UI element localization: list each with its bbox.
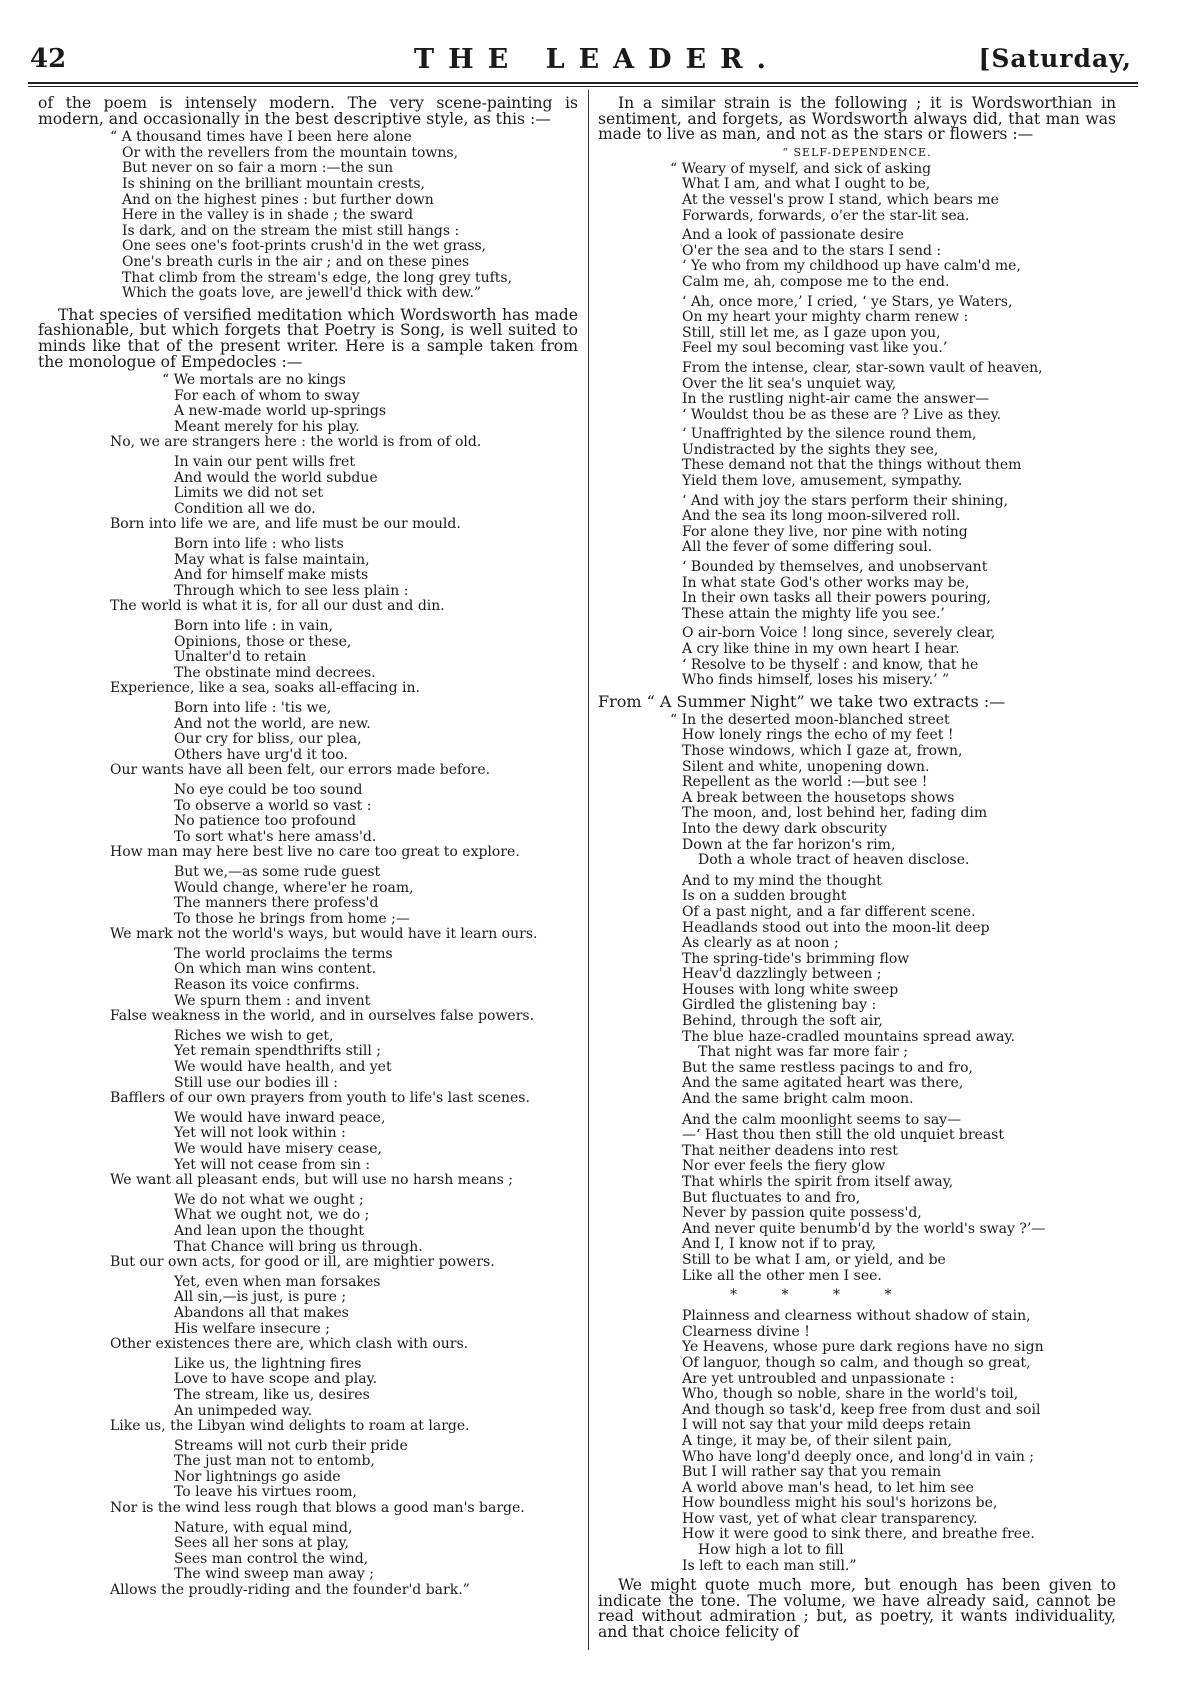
poem-heading: “ SELF-DEPENDENCE. [782, 145, 932, 159]
poem-line: And to my mind the thought [682, 872, 882, 889]
poem-line: Is dark, and on the stream the mist still hangs : [122, 222, 460, 239]
poem-line: Nor ever feels the fiery glow [682, 1158, 886, 1175]
poem-line: Undistracted by the sights they see, [682, 441, 939, 458]
poem-line: But our own acts, for good or ill, are mightier powers. [110, 1254, 495, 1271]
stanza [38, 701, 578, 779]
poem-line: The obstinate mind decrees. [174, 664, 376, 681]
poem-line: Doth a whole tract of heaven disclose. [698, 852, 970, 869]
poem-line: In the rustling night-air came the answer— [682, 391, 990, 408]
poem-line: Yield them love, amusement, sympathy. [682, 473, 963, 490]
empedocles-intro-paragraph: That species of versified meditation which Wordsworth has made fashionable, but which forgets that Poetry is Song, is well suited to minds like that of the present writer. Here is a sample taken from the monologue of Empedocles :— [38, 305, 578, 371]
poem-line: Through which to see less plain : [174, 582, 409, 599]
poem-line: How it were good to sink there, and breathe free. [682, 1526, 1035, 1543]
poem-line: Behind, through the soft air, [682, 1013, 883, 1030]
stanza [38, 1521, 578, 1599]
poem-line: Riches we wish to get, [174, 1027, 334, 1044]
poem-line: Of a past night, and a far different scene. [682, 903, 976, 920]
self-dependence-intro: In a similar strain is the following ; it is Wordsworthian in sentiment, and forgets, as Wordsworth always did, that man was made to live as man, and not as the stars or flowers :— [598, 94, 1116, 144]
poem-line: The just man not to entomb, [174, 1453, 375, 1470]
poem-line: Is shining on the brilliant mountain crests, [122, 175, 425, 192]
poem-line: Who, though so noble, share in the world's toil, [682, 1386, 1019, 1403]
poem-line: His welfare insecure ; [174, 1320, 330, 1337]
poem-line: That whirls the spirit from itself away, [682, 1174, 954, 1190]
poem-line: Repellent as the world :—but see ! [682, 774, 928, 791]
stanza [38, 1275, 578, 1353]
issue-day: [Saturday, [978, 44, 1132, 73]
poem-line: A cry like thine in my own heart I hear. [682, 641, 960, 657]
poem-line: On which man wins content. [174, 961, 377, 978]
stanza [670, 162, 1116, 224]
stanza [38, 537, 578, 615]
poem-line: But the same restless pacings to and fro, [682, 1059, 973, 1076]
poem-line: A tinge, it may be, of their silent pain, [682, 1432, 952, 1449]
poem-self-dependence [598, 162, 1116, 689]
poem-line: Born into life : in vain, [174, 618, 334, 634]
poem-line: Still use our bodies ill : [174, 1074, 338, 1091]
poem-line: Are yet untroubled and unpassionate : [682, 1370, 955, 1387]
poem-line: The manners there profess'd [174, 895, 379, 912]
poem-line: The moon, and, lost behind her, fading dim [682, 805, 988, 822]
poem-line: To observe a world so vast : [174, 797, 372, 814]
poem-line: We would have misery cease, [174, 1141, 382, 1157]
poem-line: Nor is the wind less rough that blows a good man's barge. [110, 1500, 525, 1517]
poem-line: These demand not that the things without them [682, 457, 1022, 474]
poem-line: But never on so fair a morn :—the sun [122, 160, 394, 177]
section-break-stars: * * * * [730, 1287, 892, 1304]
poem-line: The world proclaims the terms [174, 945, 393, 962]
poem-line: We would have health, and yet [174, 1059, 392, 1076]
poem-line: A world above man's head, to let him see [682, 1479, 974, 1496]
summer-night-intro: From “ A Summer Night” we take two extracts :— [598, 691, 1006, 711]
poem-line: No patience too profound [174, 813, 357, 830]
header-rule-thin [28, 86, 1138, 87]
poem-line: Never by passion quite possess'd, [682, 1205, 922, 1222]
poem-line: And I, I know not if to pray, [682, 1236, 876, 1253]
stanza [670, 295, 1116, 357]
poem-line: Unalter'd to retain [174, 649, 307, 666]
poem-line: Other existences there are, which clash with ours. [110, 1336, 469, 1353]
poem-line: Who have long'd deeply once, and long'd in vain ; [682, 1448, 1035, 1465]
poem-line: Like us, the Libyan wind delights to roam at large. [110, 1418, 470, 1435]
poem-line: Others have urg'd it too. [174, 746, 348, 763]
intro-paragraph: of the poem is intensely modern. The very scene-painting is modern, and occasionally in the best descriptive style, as this :— [38, 94, 578, 128]
poem-line: Is left to each man still.” [682, 1557, 857, 1574]
poem-line: “ A thousand times have I been here alone [110, 129, 412, 146]
poem-line: No eye could be too sound [174, 781, 363, 798]
poem-line: And though so task'd, keep free from dust and soil [682, 1401, 1041, 1418]
poem-line: ‘ Resolve to be thyself : and know, that he [682, 656, 979, 673]
stanza [670, 626, 1116, 688]
poem-line: Headlands stood out into the moon-lit deep [682, 919, 990, 936]
poem-line: How man may here best live no care too great to explore. [110, 844, 520, 861]
poem-line: In vain our pent wills fret [174, 454, 355, 471]
poem-line: To those he brings from home ;— [174, 910, 410, 927]
poem-line: Condition all we do. [174, 500, 316, 517]
poem-line: ‘ Bounded by themselves, and unobservant [682, 559, 988, 576]
column-divider [588, 90, 589, 1650]
poem-line: One sees one's foot-prints crush'd in the wet grass, [122, 238, 487, 255]
poem-line: And the same bright calm moon. [682, 1091, 914, 1108]
poem-line: Yet remain spendthrifts still ; [174, 1043, 382, 1060]
poem-line: Forwards, forwards, o'er the star-lit sea. [682, 207, 970, 224]
poem-line: Into the dewy dark obscurity [682, 820, 888, 837]
closing-paragraph: We might quote much more, but enough has been given to indicate the tone. The volume, we have already said, cannot be read without admiration ; but, as poetry, it wants individuality, and that choice felicity of [598, 1576, 1116, 1642]
poem-line: And on the highest pines : but further down [122, 191, 434, 208]
stanza [670, 228, 1116, 290]
poem-line: The world is what it is, for all our dust and din. [110, 598, 445, 615]
poem-line: An unimpeded way. [174, 1402, 313, 1419]
poem-line: How lonely rings the echo of my feet ! [682, 727, 954, 744]
stanza [38, 947, 578, 1025]
page-number: 42 [30, 44, 67, 74]
poem-line: At the vessel's prow I stand, which bears me [682, 191, 999, 208]
poem-line: We would have inward peace, [174, 1109, 386, 1126]
poem-line: How high a lot to fill [698, 1542, 844, 1559]
poem-line: Opinions, those or these, [174, 633, 352, 650]
poem-line: And never quite benumb'd by the world's sway ?’— [682, 1220, 1046, 1237]
poem-line: Bafflers of our own prayers from youth to life's last scenes. [110, 1090, 530, 1107]
poem-line: I will not say that your mild deeps retain [682, 1417, 972, 1434]
poem-line: And would the world subdue [174, 469, 378, 486]
poem-line: Born into life : who lists [174, 536, 344, 553]
poem-line: “ Weary of myself, and sick of asking [670, 160, 932, 177]
poem-line: ‘ Ye who from my childhood up have calm'd me, [682, 258, 1021, 275]
poem-line: That Chance will bring us through. [174, 1238, 423, 1255]
poem-line: One's breath curls in the air ; and on these pines [122, 253, 470, 270]
poem-line: “ In the deserted moon-blanched street [670, 711, 950, 728]
stanza [670, 361, 1116, 423]
poem-line: A break between the housetops shows [682, 789, 955, 806]
stanza [38, 619, 578, 697]
poem-line: All the fever of some differing soul. [682, 539, 933, 556]
stanza [38, 1357, 578, 1435]
poem-line: To leave his virtues room, [174, 1484, 357, 1501]
poem-line: How boundless might his soul's horizons be, [682, 1495, 998, 1512]
right-column [598, 96, 1116, 1644]
poem-line: “ We mortals are no kings [162, 372, 346, 389]
poem-line: How vast, yet of what clear transparency. [682, 1510, 978, 1527]
poem-line: Yet will not cease from sin : [174, 1156, 371, 1173]
poem-line: Who finds himself, loses his misery.’ ” [682, 672, 950, 689]
poem-line: Our wants have all been felt, our errors made before. [110, 762, 491, 779]
poem-line: In what state God's other works may be, [682, 574, 970, 591]
poem-line: Nor lightnings go aside [174, 1468, 341, 1485]
poem-line: Allows the proudly-riding and the founder'd bark.” [110, 1582, 470, 1599]
poem-line: From the intense, clear, star-sown vault of heaven, [682, 359, 1043, 376]
poem-line: All sin,—is just, is pure ; [174, 1289, 347, 1306]
poem-line: That climb from the stream's edge, the long grey tufts, [122, 269, 513, 286]
page-header [0, 0, 1194, 90]
header-rule [28, 82, 1138, 84]
poem-line: Like all the other men I see. [682, 1267, 882, 1284]
stanza [38, 865, 578, 943]
poem-line: Ye Heavens, whose pure dark regions have no sign [682, 1339, 1044, 1356]
poem-line: Born into life : 'tis we, [174, 699, 332, 716]
stanza [38, 1439, 578, 1517]
poem-line: Our cry for bliss, our plea, [174, 731, 362, 748]
poem-line: Is on a sudden brought [682, 888, 847, 905]
stanza [38, 1193, 578, 1271]
stanza [38, 373, 578, 451]
stanza [38, 783, 578, 861]
stanza [38, 1111, 578, 1189]
poem-line: Meant merely for his play. [174, 418, 360, 435]
poem-line: The spring-tide's brimming flow [682, 950, 910, 967]
poem-line: O'er the sea and to the stars I send : [682, 242, 942, 259]
poem-line: Yet, even when man forsakes [174, 1273, 381, 1290]
poem-line: Still, still let me, as I gaze upon you, [682, 324, 941, 341]
poem-line: Still to be what I am, or yield, and be [682, 1251, 946, 1268]
poem-line: ‘ And with joy the stars perform their shining, [682, 492, 1009, 509]
poem-line: Yet will not look within : [174, 1125, 346, 1142]
poem-line: But fluctuates to and fro, [682, 1189, 861, 1206]
poem-line: And the same agitated heart was there, [682, 1075, 964, 1092]
poem-line: ‘ Unaffrighted by the silence round them, [682, 426, 977, 443]
stanza [670, 427, 1116, 489]
poem-line: We spurn them : and invent [174, 992, 371, 1009]
poem-line: And the calm moonlight seems to say— [682, 1111, 962, 1128]
poem-line: Houses with long white sweep [682, 981, 899, 998]
poem-line: And not the world, are new. [174, 715, 371, 732]
poem-line: As clearly as at noon ; [682, 935, 839, 952]
poem-line: That night was far more fair ; [698, 1044, 908, 1061]
poem-line: The stream, like us, desires [174, 1386, 370, 1403]
left-column [38, 96, 578, 1603]
poem-excerpt-morning [38, 130, 578, 302]
poem-line: Down at the far horizon's rim, [682, 836, 896, 853]
poem-line: ‘ Wouldst thou be as these are ? Live as they. [682, 406, 1002, 423]
poem-line: Streams will not curb their pride [174, 1437, 408, 1454]
poem-line: And for himself make mists [174, 567, 369, 584]
poem-line: Those windows, which I gaze at, frown, [682, 742, 963, 759]
poem-line: Which the goats love, are jewell'd thick with dew.” [122, 285, 482, 302]
poem-line: May what is false maintain, [174, 551, 370, 568]
poem-line: What we ought not, we do ; [174, 1207, 370, 1224]
stanza [670, 560, 1116, 622]
poem-line: Or with the revellers from the mountain towns, [122, 144, 459, 161]
poem-line: Plainness and clearness without shadow of stain, [682, 1308, 1031, 1325]
newspaper-title: THE LEADER. [414, 44, 780, 75]
poem-line: Heav'd dazzlingly between ; [682, 966, 882, 983]
poem-line: Over the lit sea's unquiet way, [682, 375, 897, 392]
poem-line: Like us, the lightning fires [174, 1355, 362, 1372]
poem-line: Clearness divine ! [682, 1323, 810, 1340]
poem-line: Abandons all that makes [174, 1304, 349, 1321]
poem-line: The blue haze-cradled mountains spread away. [682, 1028, 1015, 1045]
poem-line: ‘ Ah, once more,’ I cried, ‘ ye Stars, ye Waters, [682, 293, 1013, 310]
poem-line: Love to have scope and play. [174, 1371, 378, 1388]
poem-line: What I am, and what I ought to be, [682, 176, 931, 193]
poem-line: O air-born Voice ! long since, severely clear, [682, 625, 996, 642]
stanza [38, 1029, 578, 1107]
poem-line: No, we are strangers here : the world is from of old. [110, 434, 482, 451]
poem-line: And a look of passionate desire [682, 227, 904, 244]
poem-line: Limits we did not set [174, 485, 323, 502]
poem-line: Would change, where'er he roam, [174, 879, 414, 896]
poem-empedocles [38, 373, 578, 1599]
poem-line: These attain the mighty life you see.’ [682, 605, 945, 622]
poem-line: And lean upon the thought [174, 1222, 365, 1239]
poem-summer-night-part2 [598, 1309, 1116, 1574]
poem-line: For alone they live, nor pine with noting [682, 523, 968, 540]
poem-line: We want all pleasant ends, but will use no harsh means ; [110, 1172, 513, 1189]
poem-line: Sees all her sons at play, [174, 1535, 349, 1552]
poem-line: Silent and white, unopening down. [682, 758, 930, 775]
poem-line: Calm me, ah, compose me to the end. [682, 273, 950, 290]
poem-line: False weakness in the world, and in ourselves false powers. [110, 1008, 535, 1025]
poem-line: Here in the valley is in shade ; the sward [122, 207, 414, 224]
poem-line: That neither deadens into rest [682, 1142, 898, 1159]
poem-line: Reason its voice confirms. [174, 977, 360, 994]
stanza [38, 455, 578, 533]
stanza [670, 494, 1116, 556]
poem-line: The wind sweep man away ; [174, 1566, 374, 1583]
poem-line: Girdled the glistening bay : [682, 997, 877, 1014]
poem-summer-night-part1 [598, 713, 1116, 1284]
poem-line: But we,—as some rude guest [174, 863, 381, 880]
poem-line: To sort what's here amass'd. [174, 828, 377, 845]
poem-line: But I will rather say that you remain [682, 1464, 942, 1481]
poem-line: In their own tasks all their powers pouring, [682, 590, 991, 607]
poem-line: Sees man control the wind, [174, 1550, 369, 1567]
poem-line: We mark not the world's ways, but would have it learn ours. [110, 926, 538, 943]
poem-line: Feel my soul becoming vast like you.’ [682, 340, 948, 357]
poem-line: Of languor, though so calm, and though so great, [682, 1354, 1031, 1371]
poem-line: Experience, like a sea, soaks all-effacing in. [110, 680, 420, 697]
poem-line: Born into life we are, and life must be our mould. [110, 516, 461, 533]
poem-line: Nature, with equal mind, [174, 1519, 353, 1536]
poem-line: We do not what we ought ; [174, 1191, 364, 1208]
poem-line: And the sea its long moon-silvered roll. [682, 508, 961, 525]
poem-line: For each of whom to sway [174, 387, 360, 404]
poem-line: On my heart your mighty charm renew : [682, 309, 969, 326]
poem-line: A new-made world up-springs [174, 403, 387, 420]
poem-line: —‘ Hast thou then still the old unquiet breast [682, 1127, 1004, 1144]
